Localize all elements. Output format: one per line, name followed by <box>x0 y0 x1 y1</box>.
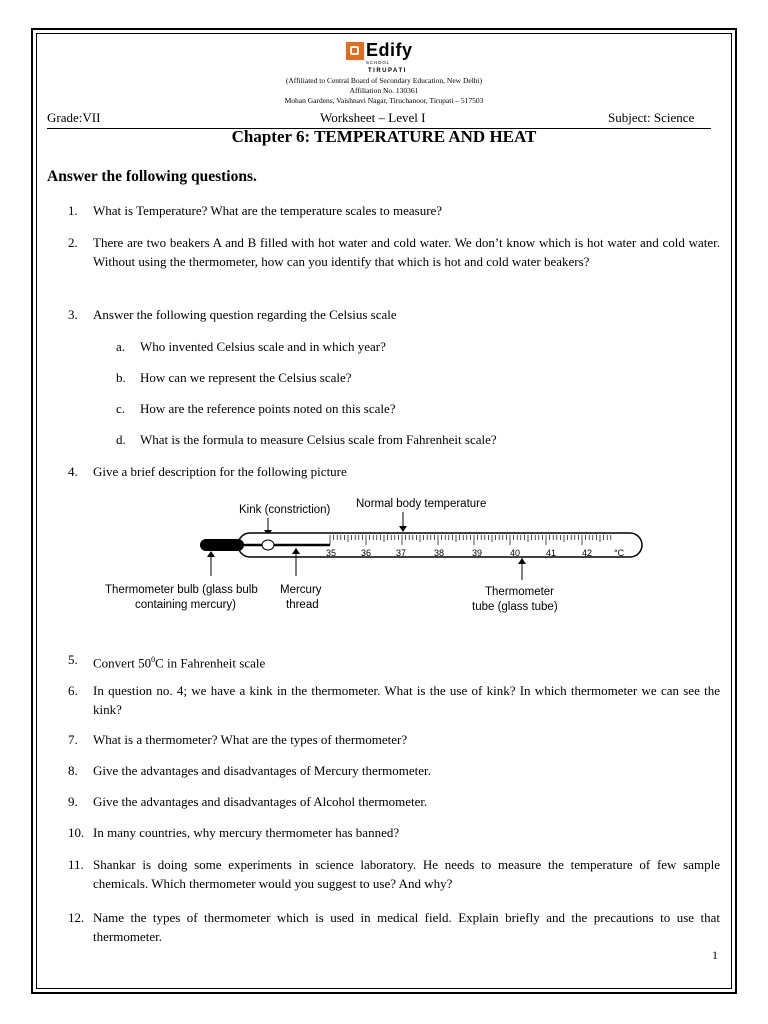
label-bulb-2: containing mercury) <box>135 599 236 611</box>
label-mercury-2: thread <box>286 599 319 611</box>
question-text: Shankar is doing some experiments in science laboratory. He needs to measure the temperature of few sample chemicals. Which thermometer would you suggest to use? And why? <box>93 857 720 891</box>
thermometer-bulb <box>200 539 244 551</box>
worksheet-label: Worksheet – Level I <box>320 110 426 125</box>
question-text <box>93 650 720 672</box>
question-text: There are two beakers A and B filled with hot water and cold water. We don’t know which is hot water and cold water. Without using the thermometer, how can you identify that which is hot and cold water beakers? <box>93 235 720 269</box>
question-text: Answer the following question regarding the Celsius scale <box>93 307 397 322</box>
question-text: Give the advantages and disadvantages of Alcohol thermometer. <box>93 794 428 809</box>
subquestion-item <box>116 399 396 418</box>
question-text: In question no. 4; we have a kink in the thermometer. What is the use of kink? In which thermometer we can see the kink? <box>93 683 720 717</box>
question-text-post: C in Fahrenheit scale <box>155 655 266 671</box>
thermometer-diagram <box>100 490 660 620</box>
question-number: 8. <box>68 763 78 778</box>
scale-unit: °C <box>614 548 625 558</box>
scale-label: 40 <box>510 548 521 558</box>
question-number: 3. <box>68 307 78 322</box>
scale-label: 42 <box>582 548 593 558</box>
subject-label: Subject: Science <box>608 110 695 125</box>
question-number: 7. <box>68 732 78 747</box>
question-text: Give the advantages and disadvantages of Mercury thermometer. <box>93 763 431 778</box>
question-item <box>68 855 720 893</box>
scale-label: 37 <box>396 548 407 558</box>
degree-superscript: 0 <box>151 655 156 664</box>
question-text: Give a brief description for the following picture <box>93 464 347 479</box>
question-number: 4. <box>68 464 78 479</box>
question-item <box>68 462 720 481</box>
question-number: 9. <box>68 794 78 809</box>
subquestion-item <box>116 368 352 387</box>
question-number: 5. <box>68 652 78 667</box>
subquestion-letter: c. <box>116 401 126 416</box>
subquestion-letter: b. <box>116 370 126 385</box>
tube-arrowhead <box>518 558 526 564</box>
logo-city: TIRUPATI <box>368 68 407 74</box>
label-kink: Kink (constriction) <box>239 504 331 516</box>
logo-name: Edify <box>366 40 413 60</box>
question-text: In many countries, why mercury thermometer has banned? <box>93 825 400 840</box>
question-text-pre: Convert 50 <box>93 655 152 671</box>
subquestion-item <box>116 430 497 449</box>
question-item <box>68 233 720 271</box>
subquestion-letter: a. <box>116 339 126 354</box>
subquestion-text: What is the formula to measure Celsius scale from Fahrenheit scale? <box>140 432 497 447</box>
scale-label: 39 <box>472 548 483 558</box>
question-number: 6. <box>68 683 78 698</box>
question-item <box>68 730 720 749</box>
subquestion-item <box>116 337 386 356</box>
question-number: 11. <box>68 857 84 872</box>
question-text: What is a thermometer? What are the types of thermometer? <box>93 732 408 747</box>
kink-constriction <box>262 540 274 550</box>
scale-label: 36 <box>361 548 372 558</box>
question-item <box>68 908 720 946</box>
question-item <box>68 201 720 220</box>
subquestion-letter: d. <box>116 432 126 447</box>
subquestion-text: How can we represent the Celsius scale? <box>140 370 352 385</box>
logo-sub: SCHOOL <box>366 60 390 65</box>
subquestion-text: Who invented Celsius scale and in which year? <box>140 339 386 354</box>
question-text: Name the types of thermometer which is used in medical field. Explain briefly and the precautions to use that thermometer. <box>93 910 720 944</box>
scale-label: 35 <box>326 548 337 558</box>
affiliation-line-2: Affiliation No. 130361 <box>349 86 419 95</box>
bulb-arrowhead <box>207 551 215 557</box>
logo-icon <box>346 42 364 60</box>
question-text: What is Temperature? What are the temperature scales to measure? <box>93 203 443 218</box>
label-normal-temp: Normal body temperature <box>356 498 487 510</box>
page-number: 1 <box>712 948 718 962</box>
scale-label: 38 <box>434 548 445 558</box>
question-item <box>68 761 720 780</box>
question-number: 10. <box>68 825 85 840</box>
question-number: 12. <box>68 910 85 925</box>
affiliation-line-1: (Affiliated to Central Board of Secondary Education, New Delhi) <box>285 76 483 85</box>
question-number: 1. <box>68 203 78 218</box>
question-item <box>68 681 720 719</box>
instruction-heading: Answer the following questions. <box>47 168 257 185</box>
question-number: 2. <box>68 235 78 250</box>
label-tube-2: tube (glass tube) <box>472 601 558 613</box>
question-item <box>68 650 720 672</box>
label-tube-1: Thermometer <box>485 586 555 598</box>
normal-arrowhead <box>399 526 407 532</box>
subquestion-text: How are the reference points noted on this scale? <box>140 401 396 416</box>
grade-label: Grade:VII <box>47 110 101 125</box>
scale-label: 41 <box>546 548 557 558</box>
question-item <box>68 305 720 324</box>
chapter-title: Chapter 6: TEMPERATURE AND HEAT <box>231 127 537 146</box>
question-item <box>68 792 720 811</box>
label-bulb-1: Thermometer bulb (glass bulb <box>105 584 258 596</box>
label-mercury-1: Mercury <box>280 584 322 596</box>
school-logo <box>346 40 413 70</box>
affiliation-line-3: Mohan Gardens, Vaishnavi Nagar, Tiruchanoor, Tirupati – 517503 <box>284 96 484 105</box>
question-item <box>68 823 720 842</box>
thermometer-svg <box>100 490 660 620</box>
